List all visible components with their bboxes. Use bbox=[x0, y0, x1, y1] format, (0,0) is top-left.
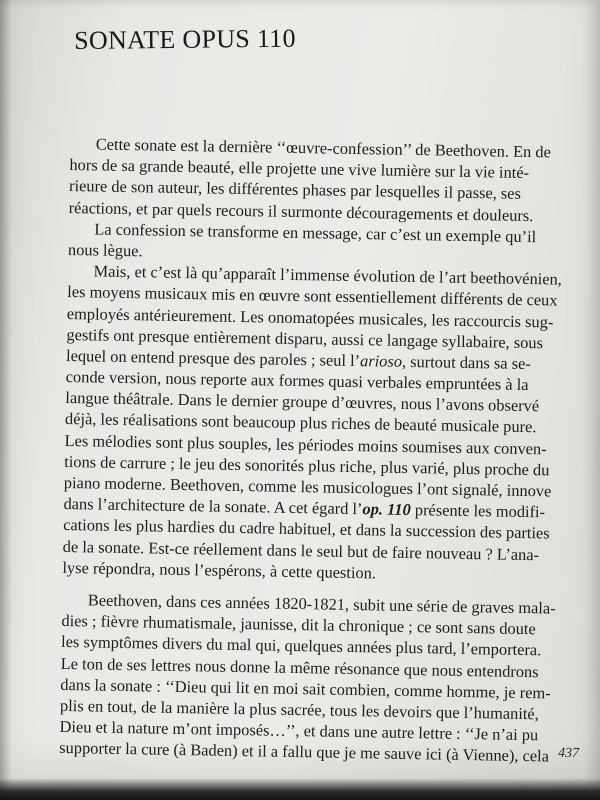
text-line: employés antérieurement. Les onomatopées musicales, les raccourcis sug- bbox=[66, 303, 554, 331]
text-line: Le ton de ses lettres nous donne la même résonance que nous entendrons bbox=[60, 653, 539, 681]
text-segment-italic: arioso bbox=[359, 350, 403, 371]
text-line: dans la sonate : ‘‘Dieu qui lit en moi sait combien, comme homme, je rem- bbox=[60, 674, 551, 703]
text-line: gestifs ont presque entièrement disparu, aussi ce langage syllabaire, sous bbox=[66, 324, 544, 352]
text-line: de la sonate. Est-ce réellement dans le seul but de faire nouveau ? L’ana- bbox=[62, 536, 540, 564]
text-line: supporter la cure (à Baden) et il a fallu que je me sauve ici (à Vienne), cela bbox=[59, 738, 550, 766]
text-segment: présente les modifi- bbox=[410, 500, 546, 522]
text-line: réactions, et par quels recours il surmonte découragements et douleurs. bbox=[68, 197, 534, 225]
text-line: hors de sa grande beauté, elle projette une vive lumière sur la vie inté- bbox=[69, 155, 530, 183]
text-line: déjà, les réalisations sont beaucoup plus riches de beauté musicale pure. bbox=[64, 409, 537, 437]
text-line: Les mélodies sont plus souples, les périodes moins soumises aux conven- bbox=[64, 430, 547, 458]
text-segment-bold-italic: op. 110 bbox=[362, 499, 411, 520]
text-line: conde version, nous reporte aux formes quasi verbales empruntées à la bbox=[65, 367, 529, 395]
text-line: Mais, et c’est là qu’apparaît l’immense évolution de l’art beethovénien, bbox=[93, 261, 563, 289]
text-line: les moyens musicaux mis en œuvre sont essentiellement différents de ceux bbox=[67, 282, 558, 310]
text-line: piano moderne. Beethoven, comme les musicologues l’ont signalé, innove bbox=[63, 472, 552, 501]
page-number: 437 bbox=[557, 745, 580, 762]
text-segment: lequel on entend presque des paroles ; seul l’ bbox=[65, 345, 361, 370]
text-line: Beethoven, dans ces années 1820-1821, subit une série de graves mala- bbox=[87, 590, 556, 618]
text-line: langue théâtrale. Dans le dernier groupe d’œuvres, nous l’avons observé bbox=[65, 388, 540, 416]
body-text bbox=[59, 133, 600, 769]
text-line: dies ; fièvre rhumatismale, jaunisse, dit la chronique ; ce sont sans doute bbox=[61, 611, 536, 639]
text-line: rieure de son auteur, les différentes phases par lesquelles il passe, ses bbox=[68, 176, 522, 204]
text-line: lyse répondra, nous l’espérons, à cette question. bbox=[62, 557, 377, 583]
text-line: Dieu et la nature m’ont imposés…’’, et dans une autre lettre : ‘‘Je n’ai pu bbox=[59, 716, 539, 745]
text-line: plis en tout, de la manière la plus sacrée, tous les devoirs que l’humanité, bbox=[59, 695, 539, 724]
page-bottom-edge bbox=[0, 778, 600, 800]
text-line: les symptômes divers du mal qui, quelques années plus tard, l’emportera. bbox=[60, 632, 542, 660]
text-segment: dans l’architecture de la sonate. A cet égard l’ bbox=[63, 494, 363, 519]
text-line: tions de carrure ; le jeu des sonorités plus riche, plus varié, plus proche du bbox=[64, 451, 550, 480]
page-title: SONATE OPUS 110 bbox=[74, 23, 296, 55]
text-line: La confession se transforme en message, car c’est un exemple qu’il bbox=[94, 219, 537, 246]
text-line: Cette sonate est la dernière ‘‘œuvre-confession’’ de Beethoven. En de bbox=[95, 134, 552, 162]
text-line: nous lègue. bbox=[67, 239, 143, 261]
page-gutter-shadow bbox=[0, 0, 12, 800]
text-line: cations les plus hardies du cadre habituel, et dans la succession des parties bbox=[62, 515, 550, 543]
text-segment: , surtout dans sa se- bbox=[401, 351, 531, 373]
